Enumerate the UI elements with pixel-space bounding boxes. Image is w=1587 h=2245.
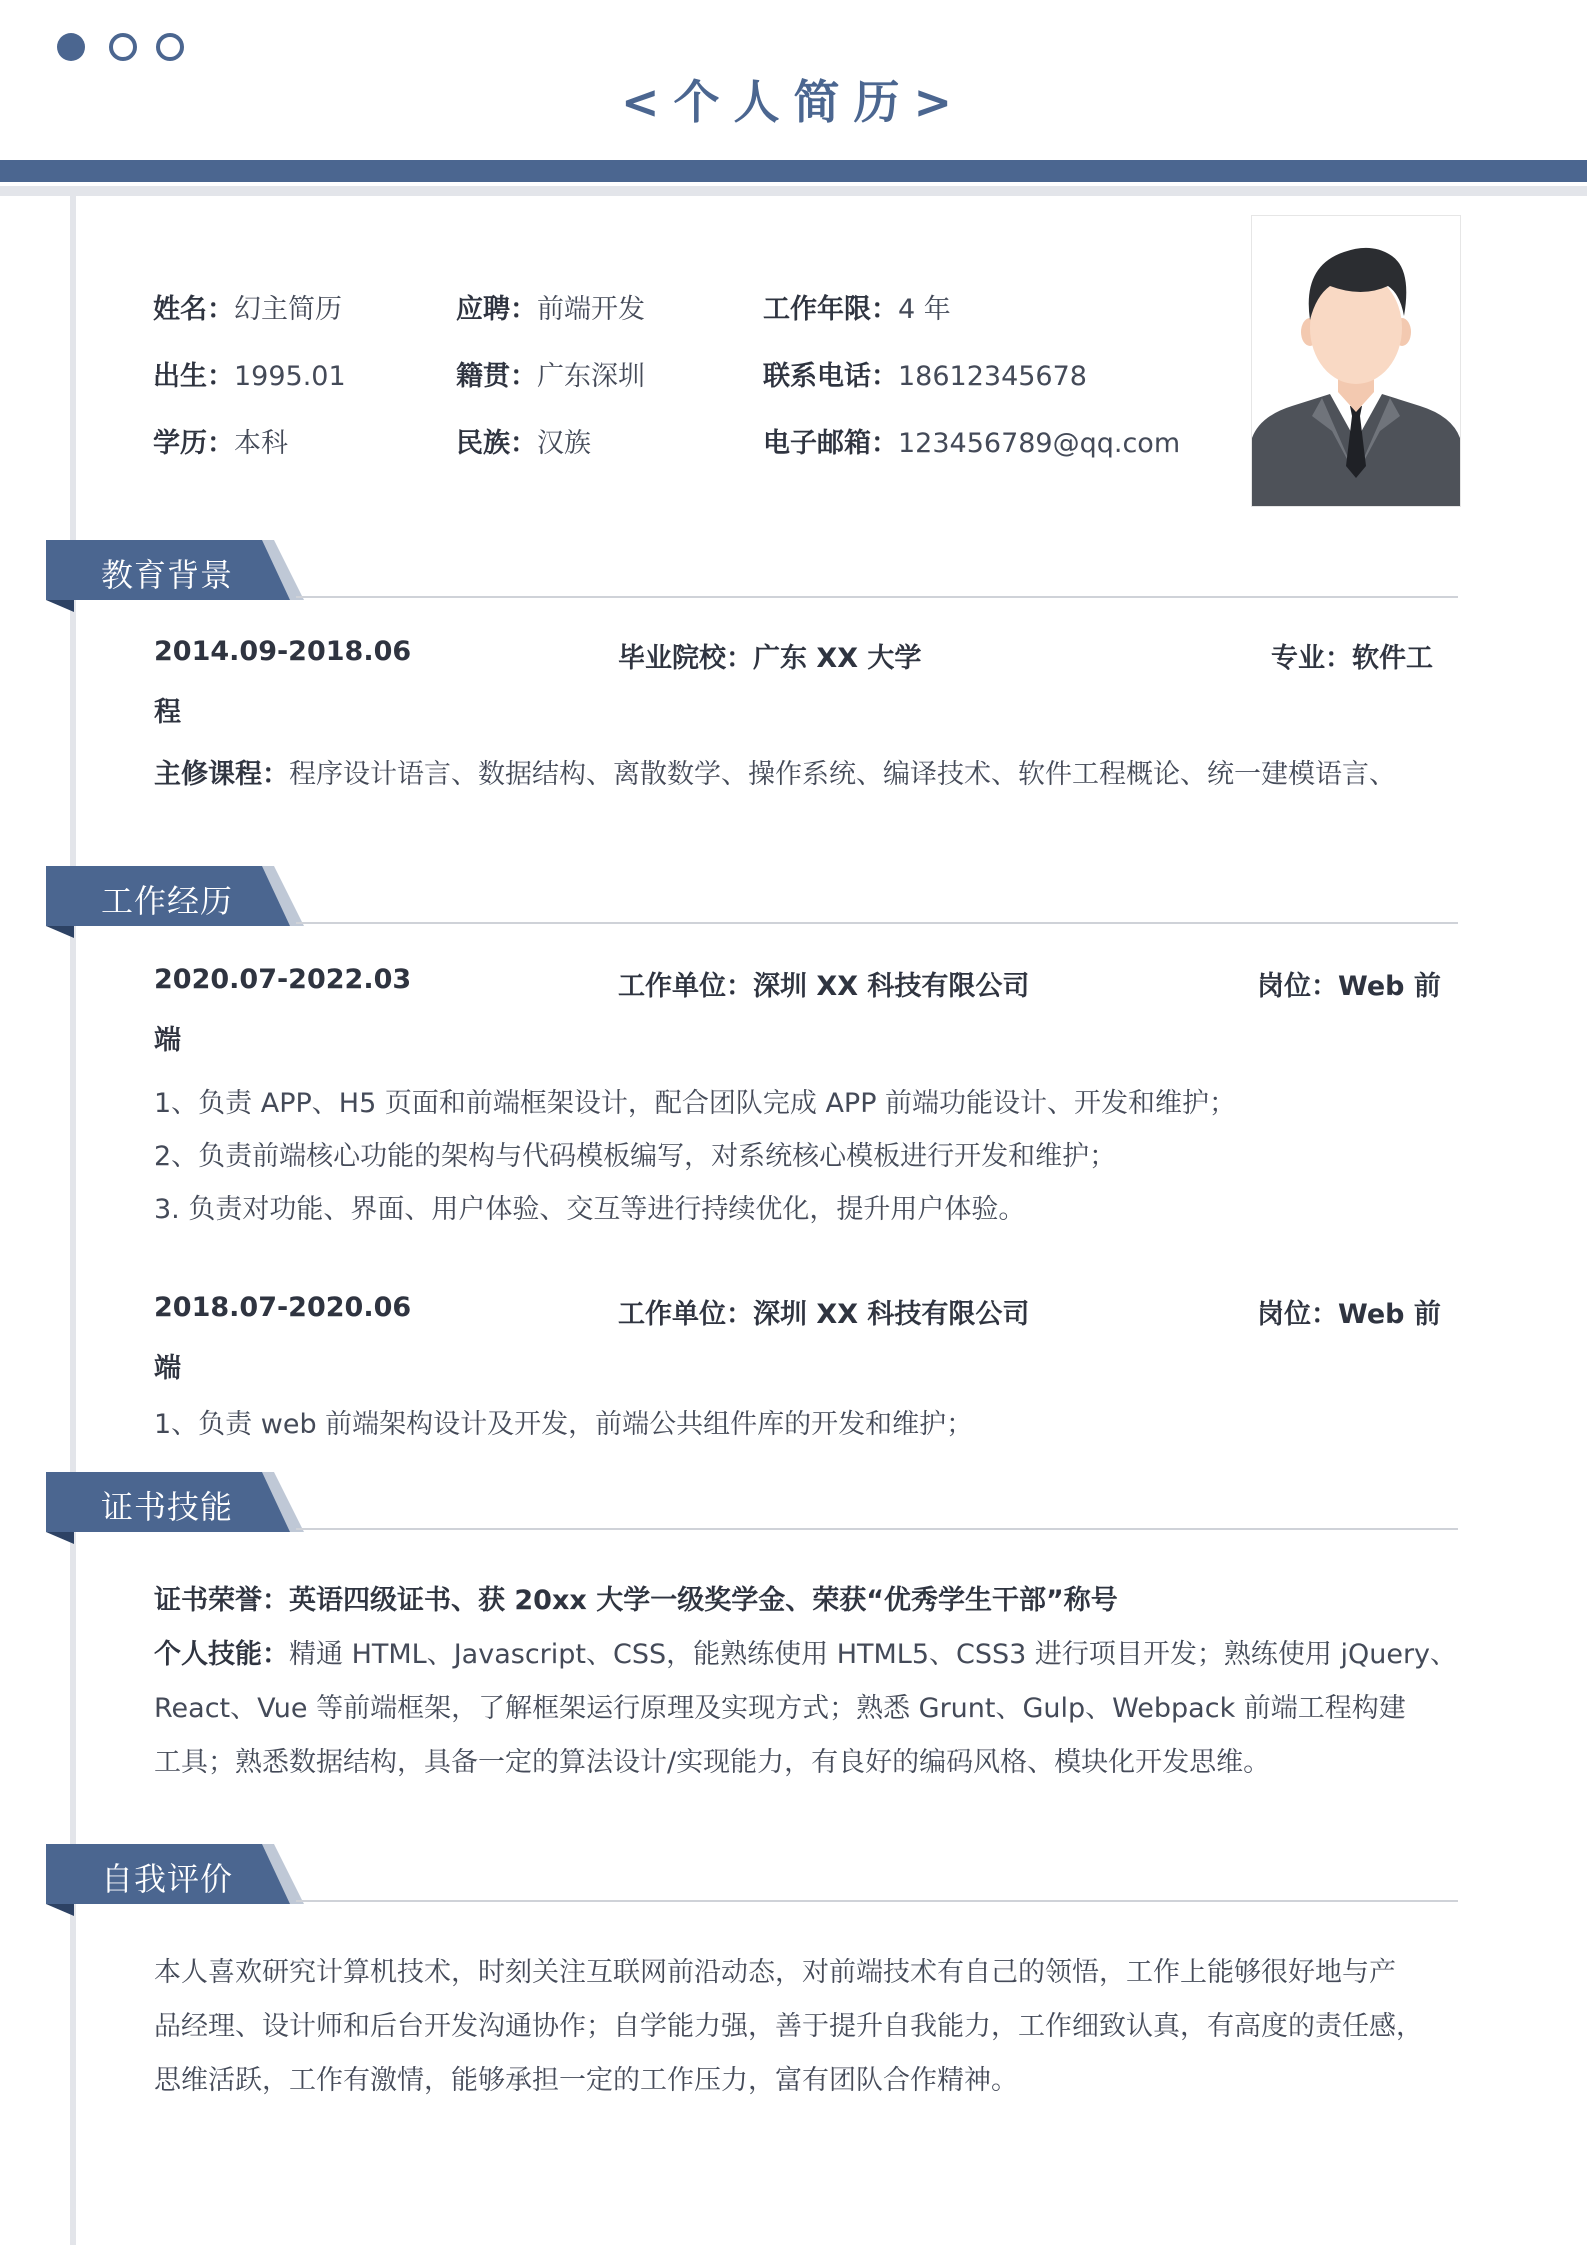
- job-duty: 2、负责前端核心功能的架构与代码模板编写，对系统核心模板进行开发和维护；: [154, 1141, 1117, 1172]
- info-job: 应聘：前端开发: [456, 294, 645, 325]
- job-duty-clipped: 1、负责 web 前端架构设计及开发，前端公共组件库的开发和维护；: [154, 1409, 974, 1440]
- education-courses: 主修课程：程序设计语言、数据结构、离散数学、操作系统、编译技术、软件工程概论、统一建模语言、: [154, 759, 1396, 790]
- self-evaluation-line: 本人喜欢研究计算机技术，时刻关注互联网前沿动态，对前端技术有自己的领悟，工作上能够很好地与产: [154, 1957, 1396, 1988]
- avatar-icon: [1252, 216, 1460, 506]
- self-evaluation-line: 思维活跃，工作有激情，能够承担一定的工作压力，富有团队合作精神。: [154, 2065, 1018, 2096]
- info-email: 电子邮箱：123456789@qq.com: [763, 428, 1181, 459]
- job-company: 工作单位：深圳 XX 科技有限公司: [618, 971, 1030, 1002]
- header-dot-filled-icon: [57, 33, 85, 61]
- section-header-work: 工作经历: [46, 866, 1458, 936]
- header-dot-ring-icon: [156, 33, 184, 61]
- skills-certificates: 证书荣誉：英语四级证书、获 20xx 大学一级奖学金、荣获“优秀学生干部”称号: [154, 1585, 1118, 1616]
- info-name: 姓名：幻主简历: [153, 294, 342, 325]
- section-header-self: 自我评价: [46, 1844, 1458, 1914]
- header-dot-ring-icon: [109, 33, 137, 61]
- page-title: <个人简历>: [620, 75, 967, 129]
- header-bar: [0, 160, 1587, 182]
- job-position: 岗位：Web 前: [1257, 971, 1441, 1002]
- info-years: 工作年限：4 年: [763, 294, 951, 325]
- profile-photo: [1251, 215, 1461, 507]
- job-company: 工作单位：深圳 XX 科技有限公司: [618, 1299, 1030, 1330]
- section-header-skills: 证书技能: [46, 1472, 1458, 1542]
- education-major-wrap: 程: [154, 697, 181, 728]
- timeline-spine: [70, 196, 76, 2245]
- education-period: 2014.09-2018.06: [154, 636, 412, 667]
- info-education: 学历：本科: [153, 428, 288, 459]
- job-position: 岗位：Web 前: [1257, 1299, 1441, 1330]
- job-period: 2020.07-2022.03: [154, 964, 412, 995]
- skills-line: React、Vue 等前端框架，了解框架运行原理及实现方式；熟悉 Grunt、Gulp、Webpack 前端工程构建: [154, 1693, 1406, 1724]
- job-period: 2018.07-2020.06: [154, 1292, 412, 1323]
- info-ethnic: 民族：汉族: [456, 428, 591, 459]
- job-duty: 1、负责 APP、H5 页面和前端框架设计，配合团队完成 APP 前端功能设计、开发和维护；: [154, 1088, 1237, 1119]
- info-origin: 籍贯：广东深圳: [456, 361, 645, 392]
- info-phone: 联系电话：18612345678: [763, 361, 1087, 392]
- header-bar-shadow: [0, 186, 1587, 196]
- skills-line: 工具；熟悉数据结构，具备一定的算法设计/实现能力，有良好的编码风格、模块化开发思维。: [154, 1747, 1271, 1778]
- education-major: 专业：软件工: [1271, 643, 1433, 674]
- info-birth: 出生：1995.01: [153, 361, 346, 392]
- self-evaluation-line: 品经理、设计师和后台开发沟通协作；自学能力强，善于提升自我能力，工作细致认真，有高度的责任感，: [154, 2011, 1423, 2042]
- education-school: 毕业院校：广东 XX 大学: [618, 643, 922, 674]
- skills-line: 个人技能：精通 HTML、Javascript、CSS，能熟练使用 HTML5、CSS3 进行项目开发；熟练使用 jQuery、: [154, 1639, 1458, 1670]
- job-duty: 3. 负责对功能、界面、用户体验、交互等进行持续优化，提升用户体验。: [154, 1194, 1026, 1225]
- section-header-education: 教育背景: [46, 540, 1458, 610]
- job-position-wrap: 端: [154, 1353, 181, 1384]
- job-position-wrap: 端: [154, 1025, 181, 1056]
